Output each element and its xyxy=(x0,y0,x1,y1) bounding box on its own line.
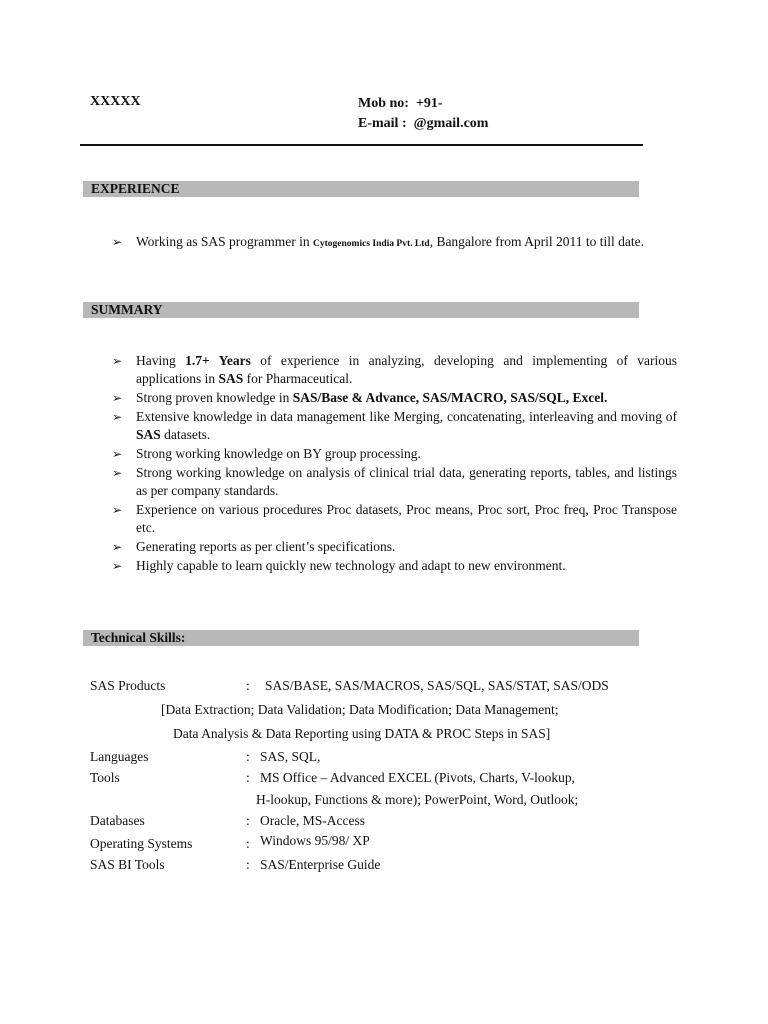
summary-item: ➢ Experience on various procedures Proc datasets, Proc means, Proc sort, Proc freq, Proc Transpose etc. xyxy=(112,502,677,535)
bullet-arrow-icon: ➢ xyxy=(112,235,123,249)
bullet-arrow-icon: ➢ xyxy=(112,540,123,554)
email-value: @gmail.com xyxy=(413,116,489,131)
bullet-arrow-icon: ➢ xyxy=(112,447,123,461)
mobile-value: +91- xyxy=(415,96,443,111)
summary-heading: SUMMARY xyxy=(83,302,639,318)
skill-value: Oracle, MS-Access xyxy=(260,813,365,828)
sas-products-detail-2: Data Analysis & Data Reporting using DATA & PROC Steps in SAS] xyxy=(173,726,551,741)
email-row xyxy=(358,114,488,134)
candidate-name: XXXXX xyxy=(90,94,141,109)
bullet-arrow-icon: ➢ xyxy=(112,354,123,368)
company-name: Cytogenomics India Pvt. Ltd xyxy=(313,239,430,249)
summary-item: ➢ Extensive knowledge in data management like Merging, concatenating, interleaving and moving of SAS datasets. xyxy=(112,409,677,442)
bullet-arrow-icon: ➢ xyxy=(112,391,123,405)
experience-heading: EXPERIENCE xyxy=(83,181,639,197)
skill-label: SAS Products xyxy=(90,678,166,693)
summary-item: ➢ Generating reports as per client’s specifications. xyxy=(112,539,396,554)
tools-detail: H-lookup, Functions & more); PowerPoint, Word, Outlook; xyxy=(256,792,579,807)
sas-products-detail-1: [Data Extraction; Data Validation; Data Modification; Data Management; xyxy=(161,702,559,717)
skill-value: MS Office – Advanced EXCEL (Pivots, Charts, V-lookup, xyxy=(260,770,575,785)
skill-colon: : xyxy=(246,678,250,693)
skill-value: SAS, SQL, xyxy=(260,749,321,764)
summary-item: ➢ Highly capable to learn quickly new technology and adapt to new environment. xyxy=(112,558,566,573)
contact-block xyxy=(358,94,488,134)
skill-label: Tools xyxy=(90,770,120,785)
skill-colon: : xyxy=(246,857,250,872)
summary-item: ➢ Having 1.7+ Years of experience in analyzing, developing and implementing of various applications in SAS for Pharmaceutical. xyxy=(112,353,678,386)
skill-label: SAS BI Tools xyxy=(90,857,165,872)
bullet-arrow-icon: ➢ xyxy=(112,466,123,480)
skill-colon: : xyxy=(246,813,250,828)
email-label: E-mail : xyxy=(358,116,407,131)
skill-value: SAS/BASE, SAS/MACROS, SAS/SQL, SAS/STAT, SAS/ODS xyxy=(265,678,609,693)
bullet-arrow-icon: ➢ xyxy=(112,503,123,517)
skill-colon: : xyxy=(246,836,250,851)
skill-colon: : xyxy=(246,749,250,764)
skill-label: Languages xyxy=(90,749,149,764)
skill-value: SAS/Enterprise Guide xyxy=(260,857,381,872)
experience-list xyxy=(112,233,668,253)
skill-colon: : xyxy=(246,770,250,785)
bullet-arrow-icon: ➢ xyxy=(112,559,123,573)
summary-item: ➢ Strong proven knowledge in SAS/Base & Advance, SAS/MACRO, SAS/SQL, Excel. xyxy=(112,390,608,405)
summary-list xyxy=(112,352,677,576)
skill-value: Windows 95/98/ XP xyxy=(260,833,370,848)
mobile-row xyxy=(358,94,488,114)
skill-label: Databases xyxy=(90,813,145,828)
bullet-arrow-icon: ➢ xyxy=(112,410,123,424)
skill-label: Operating Systems xyxy=(90,836,193,851)
summary-item: ➢ Strong working knowledge on analysis of clinical trial data, generating reports, tables, and listings as per company standards. xyxy=(112,465,677,498)
mobile-label: Mob no: xyxy=(358,96,409,111)
summary-item: ➢ Strong working knowledge on BY group processing. xyxy=(112,446,421,461)
technical-skills-heading: Technical Skills: xyxy=(83,630,639,646)
header-divider xyxy=(80,144,643,146)
experience-item: ➢ Working as SAS programmer in Cytogenomics India Pvt. Ltd, Bangalore from April 2011 to till date. xyxy=(112,234,645,249)
